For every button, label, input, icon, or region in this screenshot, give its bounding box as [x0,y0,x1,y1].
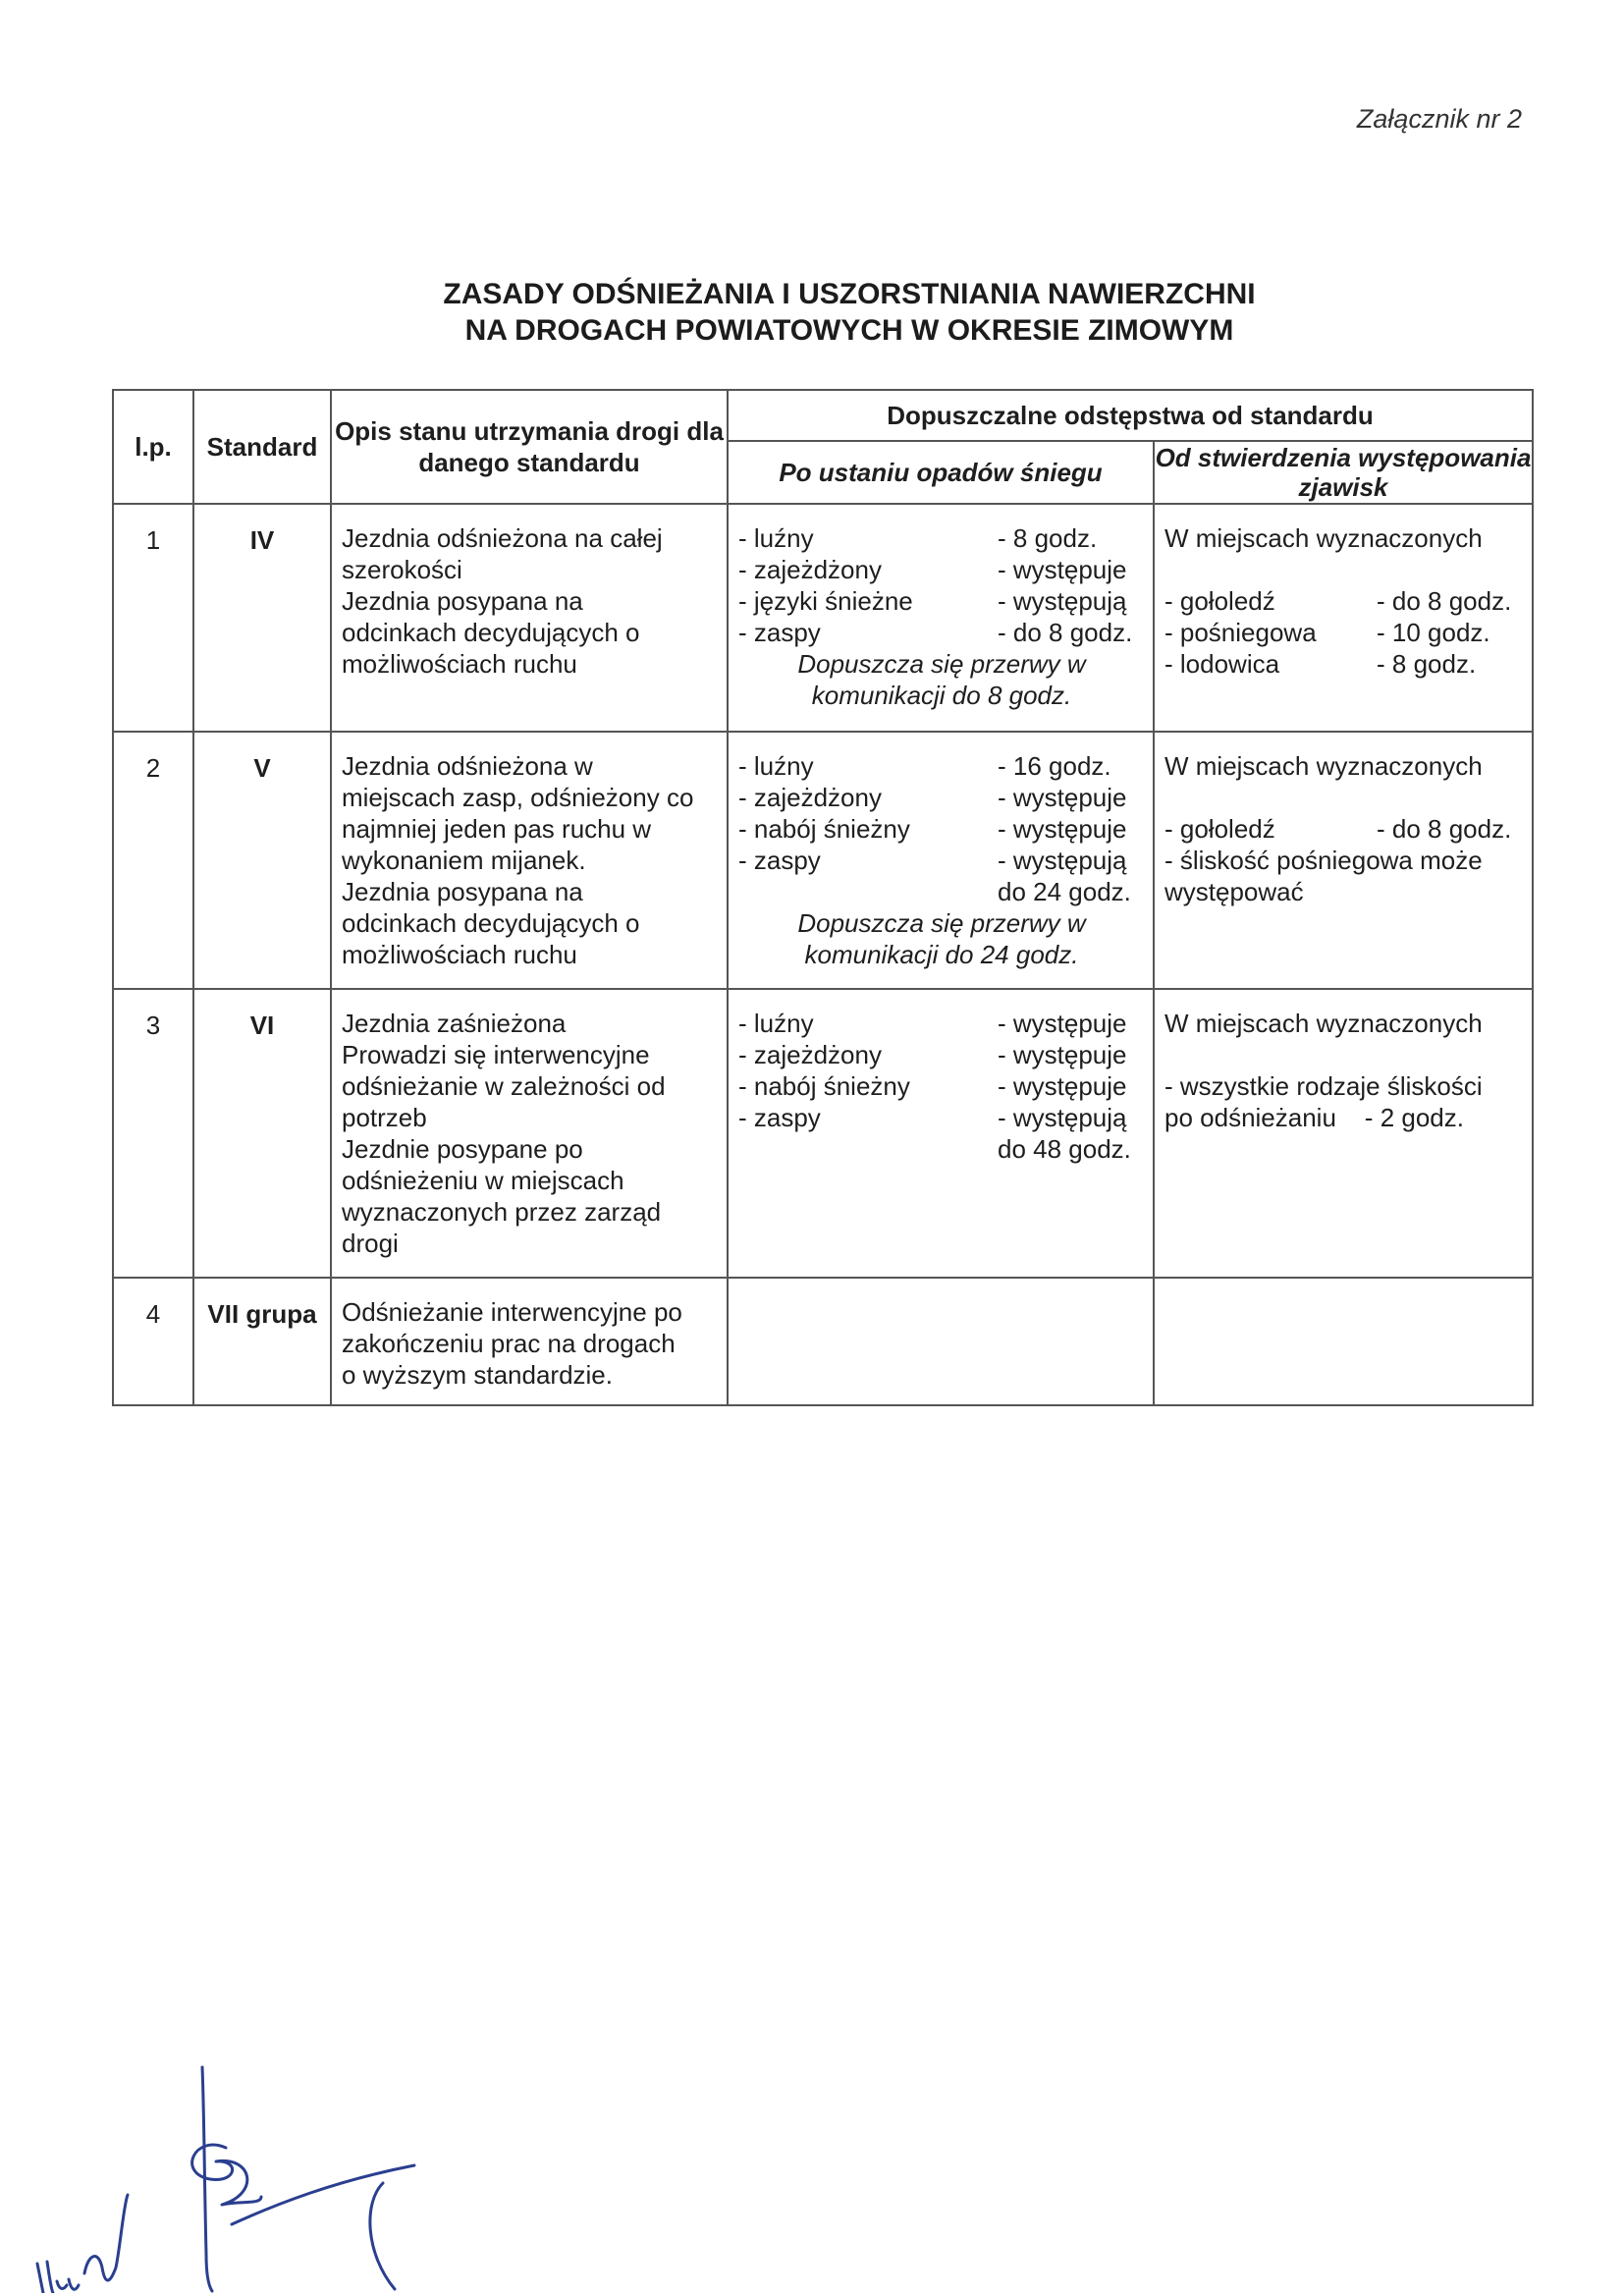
row-description: Jezdnia odśnieżona na całej szerokości Jezdnia posypana na odcinkach decydujących o możliwościach ruchu [331,504,728,732]
condition-item: - nabój śnieżny - występuje [738,1071,1127,1101]
phenomenon-item: - pośniegowa - 10 godz. [1164,618,1490,647]
handwritten-signature [29,2057,442,2293]
row-phenomena: W miejscach wyznaczonych - wszystkie rodzaje śliskości po odśnieżaniu - 2 godz. [1154,989,1533,1278]
table-row [113,504,1533,732]
row-description: Jezdnia zaśnieżona Prowadzi się interwencyjne odśnieżanie w zależności od potrzeb Jezdnie posypane po odśnieżeniu w miejscach wyznaczonych przez zarząd drogi [331,989,728,1278]
row-number: 4 [113,1278,193,1405]
phenomenon-item: - lodowica - 8 godz. [1164,649,1477,679]
row-after-snow [728,989,1154,1278]
condition-item: - zaspy - do 8 godz. [738,618,1133,647]
condition-item: - nabój śnieżny - występuje [738,814,1127,844]
phenomenon-item: - gołoledź - do 8 godz. [1164,814,1512,844]
header-deviations: Dopuszczalne odstępstwa od standardu [728,390,1533,441]
row-phenomena: W miejscach wyznaczonych - gołoledź - do 8 godz. - pośniegowa - 10 godz. - lodowica - 8 godz. [1154,504,1533,732]
standards-table [112,389,1534,1406]
condition-duration: do 48 godz. [998,1134,1131,1164]
row-after-snow [728,504,1154,732]
condition-item: - zajeżdżony - występuje [738,783,1127,812]
interruption-note: Dopuszcza się przerwy w komunikacji do 24 godz. [797,908,1086,969]
table-row [113,989,1533,1278]
table-row [113,1278,1533,1405]
interruption-note: Dopuszcza się przerwy w komunikacji do 8 godz. [797,649,1086,710]
condition-item: - luźny - 16 godz. [738,751,1111,781]
condition-item: - luźny - występuje [738,1009,1127,1038]
row-after-snow [728,732,1154,989]
row-description: Jezdnia odśnieżona w miejscach zasp, odśnieżony co najmniej jeden pas ruchu w wykonaniem mijanek. Jezdnia posypana na odcinkach decydujących o możliwościach ruchu [331,732,728,989]
condition-item: - zajeżdżony - występuje [738,1040,1127,1069]
condition-item: - zajeżdżony - występuje [738,555,1127,584]
row-standard: VI [193,989,331,1278]
title-line-2: NA DROGACH POWIATOWYCH W OKRESIE ZIMOWYM [464,314,1234,347]
condition-item: - zaspy - występują [738,1103,1127,1132]
row-number: 3 [113,989,193,1278]
title-line-1: ZASADY ODŚNIEŻANIA I USZORSTNIANIA NAWIERZCHNI [443,278,1256,310]
condition-item: - języki śnieżne - występują [738,586,1127,616]
header-from-phenomena: Od stwierdzenia występowania zjawisk [1155,443,1532,502]
row-number: 2 [113,732,193,989]
header-after-snow: Po ustaniu opadów śniegu [728,441,1154,504]
condition-duration: do 24 godz. [998,877,1131,906]
row-standard: V [193,732,331,989]
annex-label: Załącznik nr 2 [1356,104,1522,134]
row-description: Odśnieżanie interwencyjne po zakończeniu prac na drogach o wyższym standardzie. [331,1278,728,1405]
condition-item: - zaspy - występują [738,846,1127,875]
row-standard: IV [193,504,331,732]
condition-item: - luźny - 8 godz. [738,523,1098,553]
row-phenomena: W miejscach wyznaczonych - gołoledź - do 8 godz. - śliskość pośniegowa może występować [1154,732,1533,989]
row-number: 1 [113,504,193,732]
header-lp: l.p. [113,390,193,504]
row-after-snow [728,1278,1154,1405]
phenomenon-item: - gołoledź - do 8 godz. [1164,586,1512,616]
document-title [0,276,1624,349]
row-phenomena [1154,1278,1533,1405]
header-standard: Standard [193,390,331,504]
row-standard: VII grupa [193,1278,331,1405]
table-row [113,732,1533,989]
header-description: Opis stanu utrzymania drogi dla danego standardu [331,390,728,504]
